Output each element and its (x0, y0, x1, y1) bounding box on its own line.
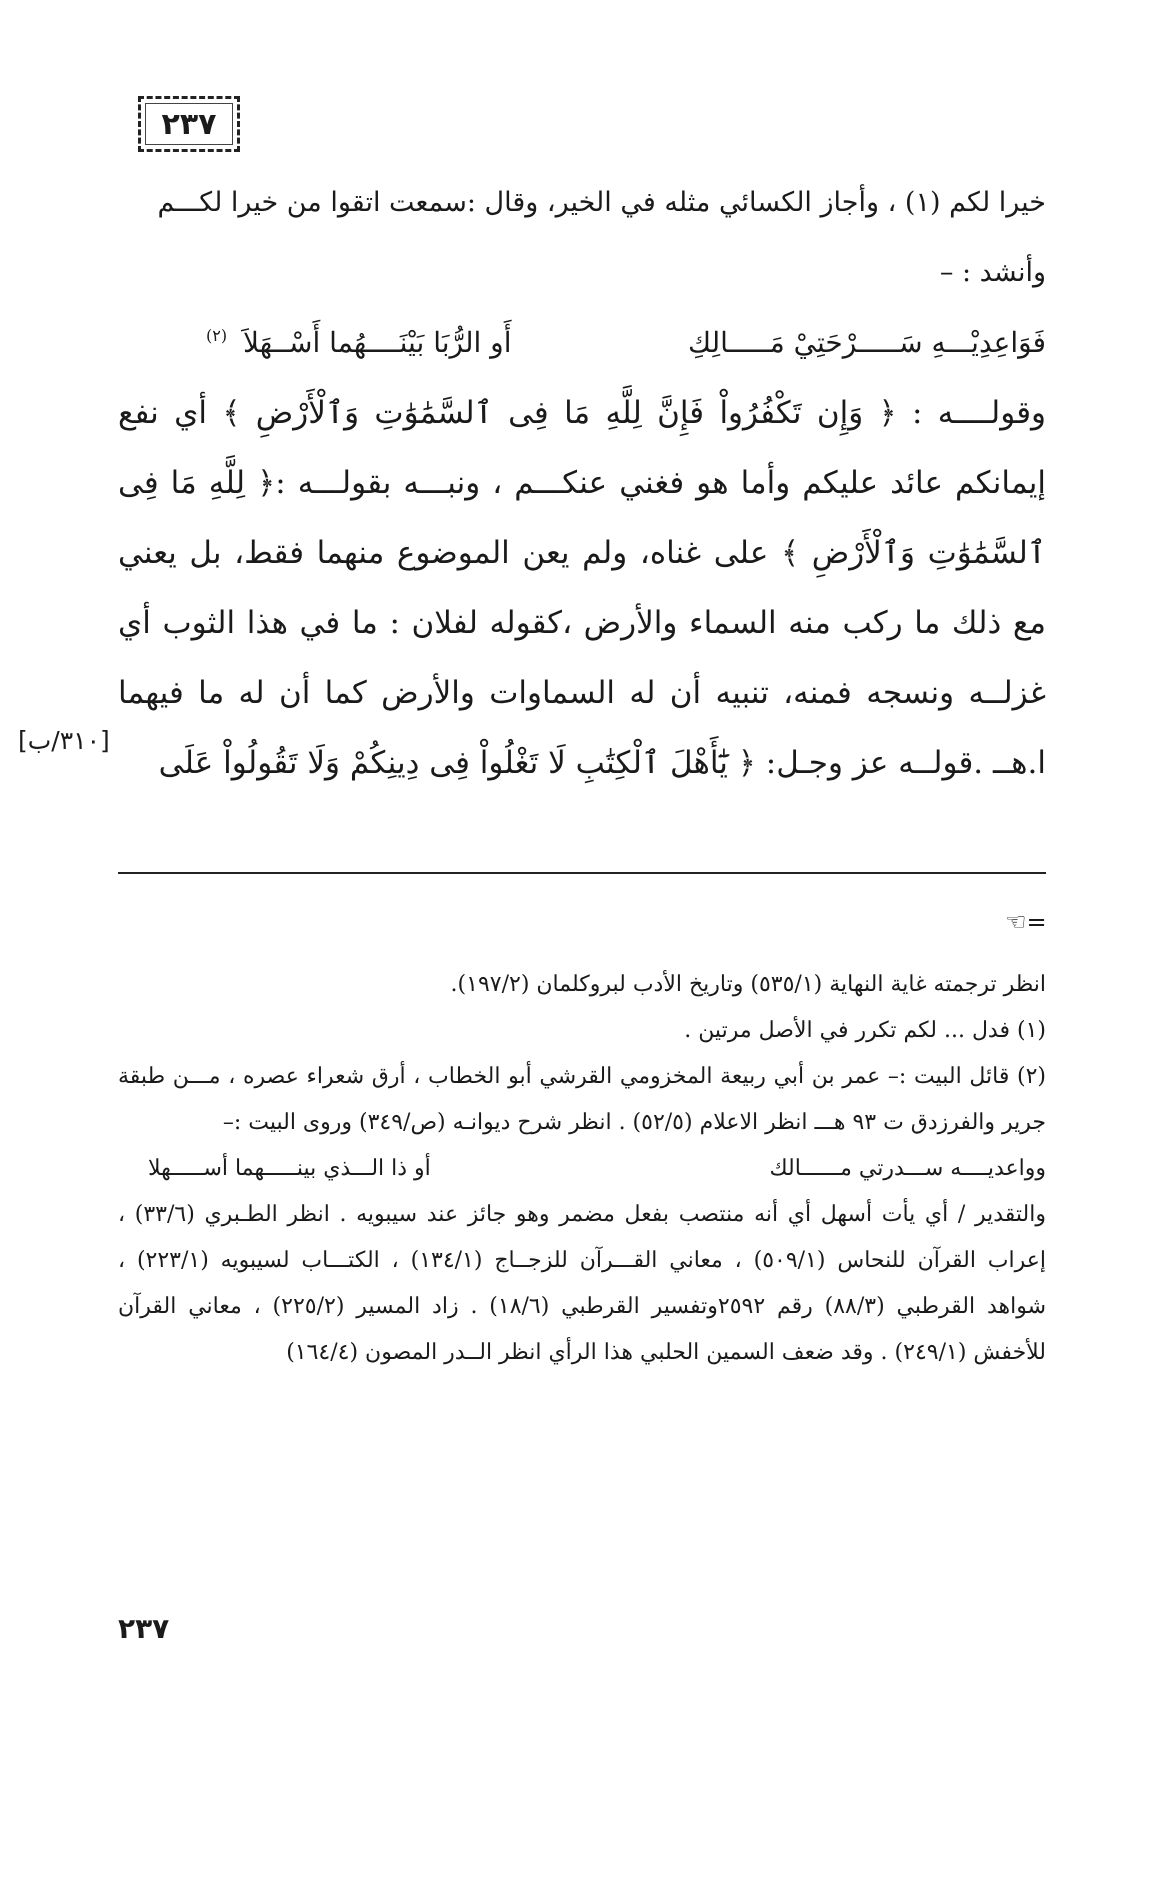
footnote-biography: انظر ترجمته غاية النهاية (٥٣٥/١) وتاريخ الأدب لبروكلمان (١٩٧/٢). (450, 972, 1046, 997)
continuation-mark: ☜= (1005, 908, 1047, 936)
poetry-verse (118, 318, 1046, 378)
main-text (118, 168, 1046, 798)
continuation-arrow-icon: ☜ (1005, 908, 1027, 936)
footnote-divider (118, 872, 1046, 874)
main-line-1: خيرا لكم (١) ، وأجاز الكسائي مثله في الخير، وقال :سمعت اتقوا من خيرا لكـــم (157, 187, 1046, 218)
footnote-2: (٢) قائل البيت :– عمر بن أبي ربيعة المخزومي القرشي أبو الخطاب ، أرق شعراء عصره ، مـــن طبقة جرير والفرزدق ت ٩٣ هـــ انظر الاعلام (٥٢/٥) . انظر شرح ديوانـه (ص/٣٤٩) وروى البيت :– (118, 1064, 1046, 1135)
footnotes (118, 962, 1046, 1376)
main-line-2: وأنشد : – (939, 257, 1046, 288)
footnote-poem (118, 1146, 1046, 1192)
main-paragraph: وقولــــه : ﴿ وَإِن تَكْفُرُواْ فَإِنَّ لِلَّهِ مَا فِى ٱلسَّمَٰوَٰتِ وَٱلْأَرْضِ ﴾ أي نفع إيمانكم عائد عليكم وأما هو فغني عنكـــم ، ونبـــه بقولـــه :﴿ لِلَّهِ مَا فِى ٱلسَّمَٰوَٰتِ وَٱلْأَرْضِ ﴾ على غناه، ولم يعن الموضوع منهما فقط، بل يعني مع ذلك ما ركب منه السماء والأرض ،كقوله لفلان : ما في هذا الثوب أي غزلــه ونسجه فمنه، تنبيه أن له السماوات والأرض كما أن له ما فيهما ا.هــ .قولــه عز وجـل: ﴿ يَٰٓأَهْلَ ٱلْكِتَٰبِ لَا تَغْلُواْ فِى دِينِكُمْ وَلَا تَقُولُواْ عَلَى (118, 395, 1046, 781)
footnote-2-continued: والتقدير / أي يأت أسهل أي أنه منتصب بفعل مضمر وهو جائز عند سيبويه . انظر الطـبري (٣٣/٦) ، إعراب القرآن للنحاس (٥٠٩/١) ، معاني القـــرآن للزجــاج (١٣٤/١) ، الكتـــاب لسيبويه (٢٢٣/١) ، شواهد القرطبي (٨٨/٣) رقم ٢٥٩٢وتفسير القرطبي (١٨/٦) . زاد المسير (٢٢٥/٢) ، معاني القرآن للأخفش (٢٤٩/١) . وقد ضعف السمين الحلبي هذا الرأي انظر الــدر المصون (١٦٤/٤) (118, 1202, 1047, 1365)
footnote-poem-hemistich-2: أو ذا الـــذي بينـــــهما أســـــهلا (148, 1156, 431, 1181)
footnote-poem-hemistich-1: وواعديــــه ســـدرتي مــــــالك (769, 1156, 1046, 1181)
page-number-bottom: ٢٣٧ (118, 1612, 170, 1645)
verse-hemistich-2: أَو الرُّبَا بَيْنَــــهُما أَسْــهَلاَ (243, 326, 512, 359)
verse-footnote-ref: (٢) (206, 326, 228, 345)
folio-marker: [٣١٠/ب] (18, 726, 110, 755)
page-number-box (138, 96, 240, 152)
page-number-top: ٢٣٧ (161, 106, 217, 142)
verse-hemistich-1: فَوَاعِدِيْـــهِ سَـــــرْحَتِيْ مَـــــالِكِ (688, 326, 1046, 359)
footnote-1: (١) فدل ... لكم تكرر في الأصل مرتين . (684, 1018, 1046, 1043)
